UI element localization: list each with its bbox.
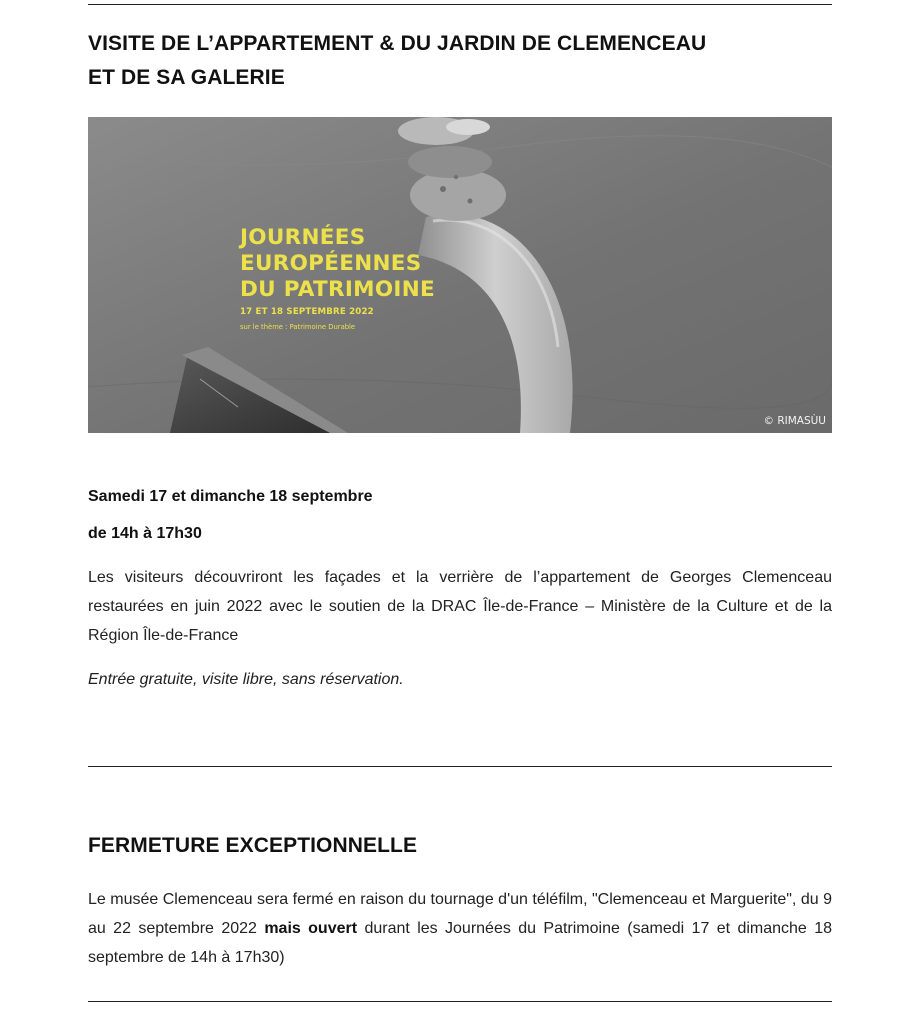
photo-credit: © RIMASÙU: [763, 415, 826, 427]
banner-heading-line-2: EUROPÉENNES: [240, 251, 422, 276]
banner-sculpture-illustration: [88, 117, 832, 433]
section-title-line-1: VISITE DE L’APPARTEMENT & DU JARDIN DE CLEMENCEAU: [88, 32, 707, 55]
banner-theme: sur le thème : Patrimoine Durable: [240, 323, 356, 331]
banner-heading-line-1: JOURNÉES: [240, 225, 366, 250]
top-divider: [88, 4, 832, 5]
closure-text-end: durant les Journées du Patrimoine (samedi 17 et dimanche 18 septembre de 14h à 17h30): [88, 920, 833, 966]
heritage-days-banner[interactable]: [88, 117, 832, 433]
banner-heading-line-3: DU PATRIMOINE: [240, 277, 436, 302]
closure-text-start: Le musée Clemenceau sera fermé en raison du tournage d'un téléfilm, "Clemenceau et Marguerite", du 9 au 22 septembre 2022: [88, 891, 832, 937]
banner-dates: 17 ET 18 SEPTEMBRE 2022: [240, 307, 374, 317]
closure-text-emphasis: mais ouvert: [264, 920, 358, 937]
event-dates: Samedi 17 et dimanche 18 septembre: [88, 488, 373, 505]
banner-heading: [240, 225, 435, 303]
section-title-line-2: ET DE SA GALERIE: [88, 66, 285, 89]
closure-description: [88, 885, 832, 972]
event-description: Les visiteurs découvriront les façades et la verrière de l’appartement de Georges Clemenceau restaurées en juin 2022 avec le soutien de la DRAC Île-de-France – Ministère de la Culture et de la Région Île-de-France: [88, 569, 832, 644]
admission-note: Entrée gratuite, visite libre, sans réservation.: [88, 671, 404, 688]
section-divider: [88, 766, 832, 767]
closure-title: FERMETURE EXCEPTIONNELLE: [88, 834, 418, 857]
event-hours: de 14h à 17h30: [88, 525, 202, 542]
bottom-divider: [88, 1001, 832, 1002]
